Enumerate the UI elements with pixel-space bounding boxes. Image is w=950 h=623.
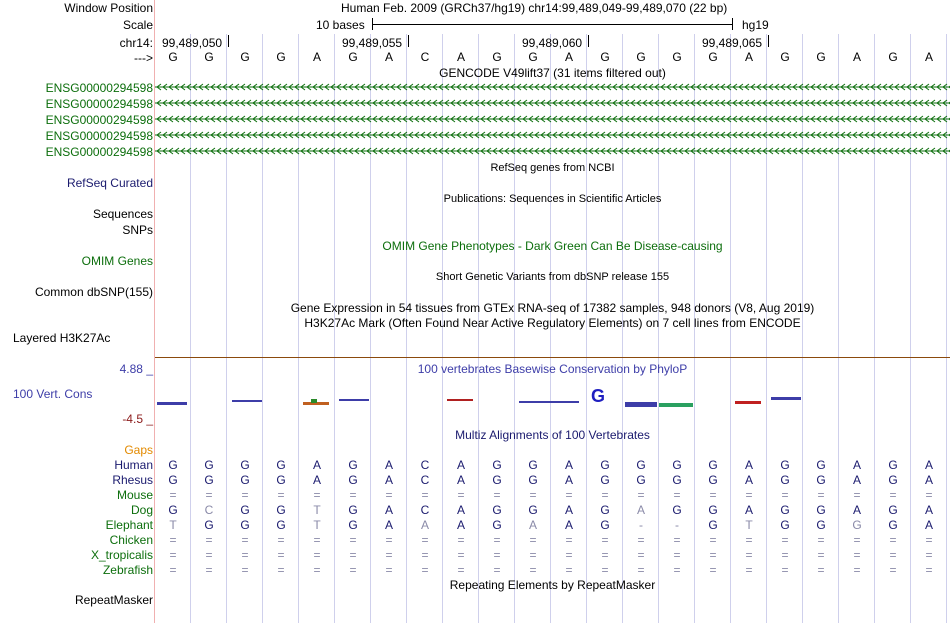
gencode-gene-strand[interactable] [155,82,950,92]
alignment-base: T [169,518,177,532]
alignment-base: = [529,533,537,547]
alignment-base: = [457,548,465,562]
alignment-base: = [385,533,393,547]
scale-label: Scale [122,18,153,32]
phylop-logo [155,385,950,411]
phylop-mark [659,403,693,407]
alignment-base: A [564,458,573,472]
alignment-base: G [780,503,790,517]
alignment-base: = [889,488,897,502]
alignment-base: A [564,473,573,487]
alignment-base: = [709,563,717,577]
alignment-base: A [744,458,753,472]
phylop-mark [771,397,801,400]
alignment-base: A [852,473,861,487]
alignment-base: = [277,563,285,577]
alignment-base: = [565,563,573,577]
alignment-base: G [780,458,790,472]
alignment-base: - [639,518,643,532]
phylop-mark [447,399,473,401]
omim-track-title: OMIM Gene Phenotypes - Dark Green Can Be Disease-causing [382,239,723,253]
alignment-base: = [529,548,537,562]
alignment-base: = [385,488,393,502]
phylop-mark [735,401,761,404]
alignment-base: A [744,503,753,517]
alignment-base: = [673,548,681,562]
species-label[interactable]: X_tropicalis [90,548,153,562]
sequence-base: A [852,50,861,64]
alignment-base: = [565,488,573,502]
phylop-min-label: -4.5 _ [122,412,153,426]
chrom-label: chr14: [119,36,153,50]
gencode-item-label[interactable]: ENSG00000294598 [45,145,153,159]
alignment-base: A [744,473,753,487]
alignment-base: = [853,548,861,562]
alignment-base: = [709,533,717,547]
alignment-base: G [276,503,286,517]
alignment-base: = [205,488,213,502]
scale-assembly: hg19 [742,18,769,32]
alignment-base: G [708,473,718,487]
alignment-base: = [709,548,717,562]
gencode-track-title: GENCODE V49lift37 (31 items filtered out) [439,66,666,80]
alignment-base: G [348,503,358,517]
alignment-base: = [169,488,177,502]
alignment-base: = [637,533,645,547]
repeatmasker-track-title: Repeating Elements by RepeatMasker [449,578,656,592]
alignment-base: G [240,473,250,487]
dbsnp-track-title: Short Genetic Variants from dbSNP release 155 [435,271,670,283]
alignment-base: = [493,488,501,502]
position-label: 99,489,050 [162,36,223,50]
alignment-base: G [708,458,718,472]
alignment-base: = [745,488,753,502]
alignment-base: T [745,518,753,532]
alignment-base: = [169,548,177,562]
sequence-base: G [672,50,682,64]
alignment-base: = [457,533,465,547]
sequence-base: G [888,50,898,64]
gaps-label: Gaps [124,443,153,457]
sequence-base: G [600,50,610,64]
alignment-base: = [421,548,429,562]
alignment-base: = [205,563,213,577]
alignment-base: C [420,473,430,487]
sequence-base: G [492,50,502,64]
alignment-base: = [817,533,825,547]
alignment-base: = [349,488,357,502]
alignment-base: = [673,488,681,502]
alignment-base: A [456,473,465,487]
h3k27ac-track-title: H3K27Ac Mark (Often Found Near Active Regulatory Elements) on 7 cell lines from ENCODE [304,316,801,330]
alignment-base: = [637,563,645,577]
alignment-base: = [313,563,321,577]
alignment-base: = [241,548,249,562]
alignment-base: G [888,518,898,532]
alignment-base: A [384,503,393,517]
alignment-base: = [313,488,321,502]
alignment-base: G [600,503,610,517]
phylop-mark: G [591,386,606,406]
alignment-base: = [457,563,465,577]
alignment-base: = [169,533,177,547]
alignment-base: = [709,488,717,502]
alignment-base: = [277,548,285,562]
alignment-base: C [420,458,430,472]
alignment-base: G [816,473,826,487]
species-label[interactable]: Zebrafish [102,563,153,577]
position-tick [408,35,409,47]
alignment-base: = [349,548,357,562]
alignment-base: G [816,458,826,472]
alignment-base: A [312,473,321,487]
alignment-base: T [313,503,321,517]
sequence-base: G [636,50,646,64]
alignment-base: = [673,533,681,547]
alignment-base: A [852,458,861,472]
alignment-base: = [781,533,789,547]
alignment-base: = [925,488,933,502]
sequence-base: A [564,50,573,64]
alignment-base: G [780,518,790,532]
repeatmasker-track-label[interactable]: RepeatMasker [74,593,153,607]
phylop-track-title: 100 vertebrates Basewise Conservation by PhyloP [417,362,688,376]
alignment-base: T [313,518,321,532]
alignment-base: G [528,473,538,487]
phylop-mark [157,402,187,405]
alignment-base: G [276,518,286,532]
alignment-base: G [708,503,718,517]
window-position-label: Window Position [64,1,153,15]
alignment-base: G [492,473,502,487]
sequence-base: G [780,50,790,64]
alignment-base: G [240,518,250,532]
alignment-base: A [528,518,537,532]
track-label-column [0,0,153,623]
alignment-base: A [636,503,645,517]
alignment-base: = [889,548,897,562]
alignment-base: G [204,473,214,487]
sequence-base: G [348,50,358,64]
alignment-base: C [204,503,214,517]
snps-track-label[interactable]: SNPs [122,223,153,237]
gencode-item-label[interactable]: ENSG00000294598 [45,113,153,127]
alignment-base: G [168,473,178,487]
alignment-base: = [169,563,177,577]
alignment-base: A [420,518,429,532]
alignment-base: = [601,563,609,577]
alignment-base: = [925,533,933,547]
alignment-base: G [780,473,790,487]
alignment-base: = [925,548,933,562]
phylop-track-label[interactable]: 100 Vert. Cons [13,387,93,401]
alignment-base: A [384,518,393,532]
alignment-base: = [349,563,357,577]
alignment-base: C [420,503,430,517]
omim-track-label[interactable]: OMIM Genes [81,254,153,268]
alignment-base: = [781,563,789,577]
species-label[interactable]: Human [114,458,153,472]
gencode-gene-strand[interactable] [155,98,950,108]
alignment-base: G [348,518,358,532]
alignment-base: G [276,458,286,472]
sequence-base: G [204,50,214,64]
alignment-base: = [457,488,465,502]
gencode-gene-strand[interactable] [155,114,950,124]
sequence-base: C [420,50,430,64]
alignment-base: G [600,458,610,472]
alignment-base: = [817,563,825,577]
alignment-base: = [421,533,429,547]
alignment-base: G [888,458,898,472]
species-label[interactable]: Mouse [116,488,153,502]
alignment-base: = [601,533,609,547]
alignment-base: = [313,548,321,562]
h3k27ac-track-label[interactable]: Layered H3K27Ac [13,331,111,345]
alignment-base: = [349,533,357,547]
alignment-base: = [385,563,393,577]
scale-bar-left-tick [372,18,373,30]
alignment-base: = [781,548,789,562]
refseq-track-title: RefSeq genes from NCBI [490,162,615,174]
position-tick [768,35,769,47]
window-position-value: Human Feb. 2009 (GRCh37/hg19) chr14:99,489,049-99,489,070 (22 bp) [341,1,728,15]
phylop-mark [339,399,369,401]
alignment-base: = [745,533,753,547]
alignment-base: A [924,503,933,517]
alignment-base: = [421,488,429,502]
publications-track-title: Publications: Sequences in Scientific Articles [443,193,662,205]
alignment-base: G [816,503,826,517]
alignment-base: = [889,563,897,577]
position-label: 99,489,055 [342,36,403,50]
alignment-base: G [492,458,502,472]
species-label[interactable]: Chicken [109,533,153,547]
alignment-base: = [493,533,501,547]
alignment-base: A [312,458,321,472]
alignment-base: A [384,473,393,487]
alignment-base: = [745,548,753,562]
h3k27ac-baseline [155,357,950,358]
alignment-base: G [528,458,538,472]
sequence-base: A [456,50,465,64]
alignment-base: G [708,518,718,532]
phylop-mark [232,400,262,402]
sequence-base: G [816,50,826,64]
alignment-base: = [565,548,573,562]
scale-bar [372,24,732,25]
alignment-base: = [205,533,213,547]
alignment-base: G [672,458,682,472]
alignment-base: = [205,548,213,562]
alignment-base: G [852,518,862,532]
alignment-base: G [600,518,610,532]
sequence-base: G [168,50,178,64]
alignment-base: = [277,533,285,547]
alignment-base: G [492,518,502,532]
multiz-track-title: Multiz Alignments of 100 Vertebrates [455,428,650,442]
alignment-base: G [348,473,358,487]
alignment-base: A [456,458,465,472]
alignment-base: = [925,563,933,577]
phylop-mark [625,402,657,407]
alignment-base: G [636,473,646,487]
position-label: 99,489,060 [522,36,583,50]
alignment-base: = [889,533,897,547]
alignment-base: G [672,503,682,517]
alignment-base: G [168,458,178,472]
alignment-base: = [637,548,645,562]
sequence-base: A [744,50,753,64]
alignment-base: G [600,473,610,487]
alignment-base: A [456,503,465,517]
alignment-base: = [421,563,429,577]
gencode-item-label[interactable]: ENSG00000294598 [45,97,153,111]
sequence-base: G [276,50,286,64]
alignment-base: = [745,563,753,577]
alignment-base: G [276,473,286,487]
alignment-base: A [564,503,573,517]
alignment-base: A [924,473,933,487]
alignment-base: = [817,488,825,502]
alignment-base: G [888,473,898,487]
alignment-base: G [168,503,178,517]
refseq-track-label[interactable]: RefSeq Curated [66,176,153,190]
species-label[interactable]: Dog [130,503,153,517]
alignment-base: = [817,548,825,562]
alignment-base: G [240,503,250,517]
alignment-base: = [601,488,609,502]
alignment-base: A [564,518,573,532]
sequences-track-label[interactable]: Sequences [92,207,153,221]
alignment-base: = [529,488,537,502]
alignment-base: G [888,503,898,517]
alignment-base: = [277,488,285,502]
gencode-gene-strand[interactable] [155,146,950,156]
alignment-base: = [493,563,501,577]
sequence-base: A [924,50,933,64]
alignment-base: - [675,518,679,532]
alignment-base: = [529,563,537,577]
phylop-max-label: 4.88 _ [119,362,153,376]
phylop-mark [519,401,579,403]
alignment-base: G [204,458,214,472]
position-tick [588,35,589,47]
alignment-base: A [384,458,393,472]
gencode-gene-strand[interactable] [155,130,950,140]
alignment-base: = [565,533,573,547]
species-label[interactable]: Rhesus [112,473,153,487]
sequence-base: A [384,50,393,64]
gencode-item-label[interactable]: ENSG00000294598 [45,129,153,143]
alignment-base: = [241,563,249,577]
alignment-base: = [313,533,321,547]
alignment-base: G [348,458,358,472]
sequence-base: A [312,50,321,64]
alignment-base: = [853,533,861,547]
gencode-item-label[interactable]: ENSG00000294598 [45,81,153,95]
track-data-area[interactable] [155,0,950,623]
alignment-base: = [241,533,249,547]
phylop-mark [311,399,317,403]
scale-bases: 10 bases [316,18,365,32]
sequence-base: G [708,50,718,64]
alignment-base: = [853,488,861,502]
strand-label: ---> [134,51,153,65]
alignment-base: G [240,458,250,472]
alignment-base: A [456,518,465,532]
alignment-base: = [637,488,645,502]
scale-bar-right-tick [732,18,733,30]
alignment-base: = [673,563,681,577]
alignment-base: G [528,503,538,517]
alignment-base: A [852,503,861,517]
alignment-base: G [492,503,502,517]
alignment-base: G [816,518,826,532]
alignment-base: G [672,473,682,487]
alignment-base: A [924,458,933,472]
alignment-base: = [853,563,861,577]
alignment-base: = [241,488,249,502]
alignment-base: G [204,518,214,532]
alignment-base: = [601,548,609,562]
alignment-base: A [924,518,933,532]
position-label: 99,489,065 [702,36,763,50]
species-label[interactable]: Elephant [105,518,153,532]
alignment-base: = [781,488,789,502]
alignment-base: = [493,548,501,562]
alignment-base: = [385,548,393,562]
sequence-base: G [240,50,250,64]
gtex-track-title: Gene Expression in 54 tissues from GTEx RNA-seq of 17382 samples, 948 donors (V8, Aug 2019) [290,301,815,315]
sequence-base: G [528,50,538,64]
dbsnp-track-label[interactable]: Common dbSNP(155) [34,285,153,299]
alignment-base: G [636,458,646,472]
position-tick [228,35,229,47]
